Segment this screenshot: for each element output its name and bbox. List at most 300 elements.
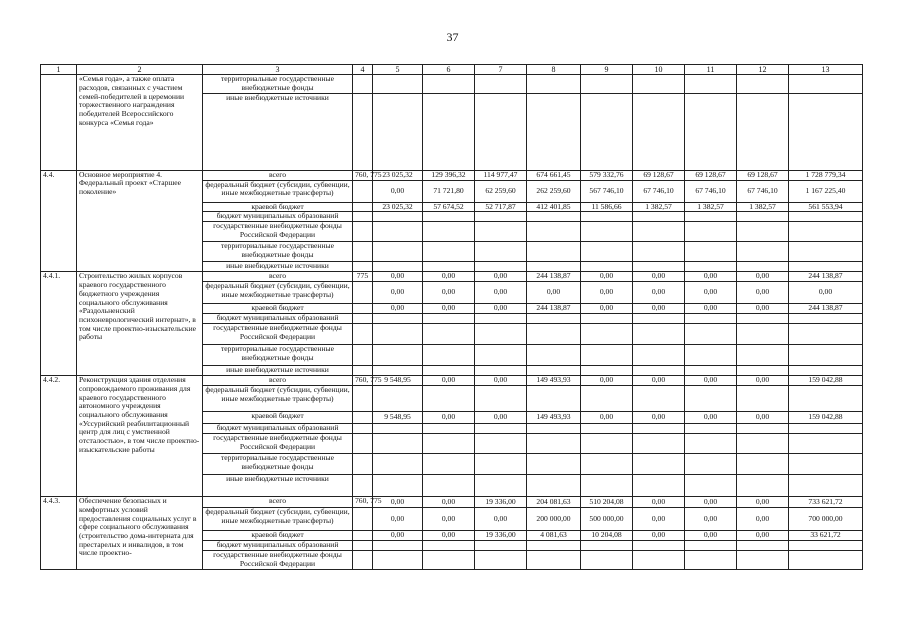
year-value: 67 746,10 — [633, 180, 685, 202]
year-value — [737, 324, 789, 345]
payer-code — [353, 180, 373, 202]
year-value: 204 081,63 — [527, 497, 581, 508]
year-value — [633, 222, 685, 242]
year-value: 0,00 — [737, 531, 789, 541]
year-value — [581, 386, 633, 412]
year-value: 0,00 — [737, 497, 789, 508]
year-value — [685, 324, 737, 345]
year-value: 500 000,00 — [581, 508, 633, 531]
year-value — [373, 262, 423, 272]
year-value — [527, 262, 581, 272]
year-value — [423, 222, 475, 242]
funding-source: краевой бюджет — [203, 304, 353, 314]
year-value — [737, 541, 789, 551]
funding-source: краевой бюджет — [203, 412, 353, 424]
funding-source: иные внебюджетные источники — [203, 93, 353, 170]
year-value: 0,00 — [423, 272, 475, 282]
year-value — [685, 314, 737, 324]
year-value — [527, 212, 581, 222]
year-value — [373, 386, 423, 412]
year-value — [527, 93, 581, 170]
funding-source: всего — [203, 376, 353, 386]
year-value — [475, 75, 527, 93]
year-value — [737, 314, 789, 324]
year-value — [423, 424, 475, 434]
year-value — [581, 475, 633, 497]
funding-source: бюджет муниципальных образований — [203, 541, 353, 551]
year-value — [373, 541, 423, 551]
year-value — [633, 475, 685, 497]
year-value: 149 493,93 — [527, 412, 581, 424]
total-value: 733 621,72 — [789, 497, 863, 508]
year-value — [633, 314, 685, 324]
year-value: 9 548,95 — [373, 412, 423, 424]
funding-source: федеральный бюджет (субсидии, субвенции, иные межбюджетные трансферты) — [203, 180, 353, 202]
payer-code — [353, 304, 373, 314]
funding-source: бюджет муниципальных образований — [203, 212, 353, 222]
year-value: 57 674,52 — [423, 202, 475, 212]
year-value — [685, 93, 737, 170]
total-value: 33 621,72 — [789, 531, 863, 541]
year-value: 1 382,57 — [737, 202, 789, 212]
funding-source: территориальные государственные внебюджетные фонды — [203, 75, 353, 93]
total-value: 0,00 — [789, 282, 863, 304]
year-value: 0,00 — [527, 282, 581, 304]
year-value — [737, 454, 789, 475]
year-value — [581, 541, 633, 551]
year-value — [581, 75, 633, 93]
col-header-3: 3 — [203, 65, 353, 75]
col-header-10: 10 — [633, 65, 685, 75]
funding-source: государственные внебюджетные фонды Российской Федерации — [203, 324, 353, 345]
total-value: 159 042,88 — [789, 412, 863, 424]
payer-code — [353, 242, 373, 262]
year-value — [373, 551, 423, 570]
year-value — [527, 324, 581, 345]
year-value — [581, 424, 633, 434]
year-value: 0,00 — [633, 508, 685, 531]
payer-code — [353, 366, 373, 376]
year-value — [373, 212, 423, 222]
year-value — [633, 75, 685, 93]
funding-source: территориальные государственные внебюджетные фонды — [203, 242, 353, 262]
col-header-12: 12 — [737, 65, 789, 75]
funding-source: федеральный бюджет (субсидии, субвенции, иные межбюджетные трансферты) — [203, 386, 353, 412]
total-value: 159 042,88 — [789, 376, 863, 386]
year-value — [373, 75, 423, 93]
year-value: 0,00 — [581, 412, 633, 424]
year-value — [475, 551, 527, 570]
year-value — [423, 386, 475, 412]
payer-code — [353, 551, 373, 570]
year-value: 579 332,76 — [581, 170, 633, 180]
year-value: 0,00 — [475, 304, 527, 314]
payer-code: 760, 775 — [353, 170, 373, 180]
year-value: 62 259,60 — [475, 180, 527, 202]
row-code: 4.4.2. — [41, 376, 77, 497]
year-value: 0,00 — [373, 508, 423, 531]
year-value — [527, 424, 581, 434]
year-value: 19 336,00 — [475, 497, 527, 508]
year-value — [373, 434, 423, 454]
payer-code — [353, 212, 373, 222]
year-value — [633, 386, 685, 412]
total-value: 244 138,87 — [789, 272, 863, 282]
year-value: 0,00 — [373, 180, 423, 202]
year-value — [685, 475, 737, 497]
year-value — [373, 454, 423, 475]
year-value: 11 586,66 — [581, 202, 633, 212]
year-value — [737, 345, 789, 366]
row-code: 4.4.1. — [41, 272, 77, 376]
col-header-11: 11 — [685, 65, 737, 75]
total-value: 561 553,94 — [789, 202, 863, 212]
payer-code — [353, 434, 373, 454]
funding-source: территориальные государственные внебюджетные фонды — [203, 345, 353, 366]
year-value — [633, 424, 685, 434]
total-value — [789, 314, 863, 324]
payer-code — [353, 282, 373, 304]
year-value: 69 128,67 — [685, 170, 737, 180]
row-code: 4.4.3. — [41, 497, 77, 570]
payer-code — [353, 222, 373, 242]
year-value: 674 661,45 — [527, 170, 581, 180]
year-value — [527, 454, 581, 475]
year-value: 0,00 — [685, 304, 737, 314]
year-value: 0,00 — [475, 282, 527, 304]
year-value — [581, 324, 633, 345]
payer-code: 760, 775 — [353, 376, 373, 386]
total-value — [789, 541, 863, 551]
payer-code — [353, 324, 373, 345]
payer-code: 775 — [353, 272, 373, 282]
payer-code — [353, 262, 373, 272]
year-value: 0,00 — [423, 497, 475, 508]
year-value: 0,00 — [685, 282, 737, 304]
table-row — [41, 170, 863, 180]
year-value — [475, 345, 527, 366]
total-value: 1 728 779,34 — [789, 170, 863, 180]
year-value: 0,00 — [685, 412, 737, 424]
year-value: 0,00 — [737, 272, 789, 282]
year-value — [527, 366, 581, 376]
year-value — [737, 434, 789, 454]
year-value — [527, 475, 581, 497]
year-value — [633, 434, 685, 454]
year-value — [373, 324, 423, 345]
year-value: 114 977,47 — [475, 170, 527, 180]
year-value — [527, 541, 581, 551]
table-row — [41, 497, 863, 508]
year-value — [475, 475, 527, 497]
year-value — [685, 262, 737, 272]
year-value — [581, 212, 633, 222]
year-value — [685, 222, 737, 242]
year-value: 0,00 — [633, 531, 685, 541]
year-value: 0,00 — [685, 531, 737, 541]
measure-name: Обеспечение безопасных и комфортных условий предоставления социальных услуг в сфере социального обслуживания (строительство дома-интерната для престарелых и инвалидов, в том числе проектно- — [77, 497, 203, 570]
year-value: 0,00 — [423, 531, 475, 541]
year-value: 0,00 — [581, 376, 633, 386]
col-header-4: 4 — [353, 65, 373, 75]
year-value — [475, 434, 527, 454]
year-value — [581, 262, 633, 272]
table-row — [41, 272, 863, 282]
year-value — [581, 242, 633, 262]
total-value — [789, 454, 863, 475]
year-value — [527, 386, 581, 412]
total-value — [789, 551, 863, 570]
year-value: 0,00 — [737, 508, 789, 531]
year-value: 567 746,10 — [581, 180, 633, 202]
year-value: 0,00 — [737, 376, 789, 386]
funding-source: государственные внебюджетные фонды Российской Федерации — [203, 551, 353, 570]
year-value — [737, 424, 789, 434]
year-value — [475, 324, 527, 345]
year-value — [685, 366, 737, 376]
payer-code — [353, 202, 373, 212]
col-header-8: 8 — [527, 65, 581, 75]
year-value: 510 204,08 — [581, 497, 633, 508]
row-code: 4.4. — [41, 170, 77, 272]
year-value — [685, 75, 737, 93]
year-value: 244 138,87 — [527, 304, 581, 314]
year-value — [633, 93, 685, 170]
year-value — [633, 242, 685, 262]
measure-name: Строительство жилых корпусов краевого государственного бюджетного учреждения социального обслуживания «Раздольненский психоневрологический интернат», в том числе проектно-изыскательские работы — [77, 272, 203, 376]
payer-code — [353, 75, 373, 93]
year-value — [633, 366, 685, 376]
year-value — [373, 475, 423, 497]
payer-code — [353, 345, 373, 366]
year-value — [423, 75, 475, 93]
year-value — [737, 93, 789, 170]
year-value — [685, 541, 737, 551]
year-value — [475, 262, 527, 272]
year-value — [475, 424, 527, 434]
year-value — [685, 345, 737, 366]
col-header-5: 5 — [373, 65, 423, 75]
year-value — [423, 93, 475, 170]
year-value: 0,00 — [581, 272, 633, 282]
funding-source: федеральный бюджет (субсидии, субвенции, иные межбюджетные трансферты) — [203, 508, 353, 531]
payer-code — [353, 531, 373, 541]
year-value — [475, 242, 527, 262]
payer-code — [353, 454, 373, 475]
funding-source: краевой бюджет — [203, 202, 353, 212]
year-value: 0,00 — [373, 531, 423, 541]
year-value: 0,00 — [373, 272, 423, 282]
year-value: 0,00 — [633, 282, 685, 304]
funding-source: иные внебюджетные источники — [203, 475, 353, 497]
payer-code: 760, 775 — [353, 497, 373, 508]
year-value: 0,00 — [423, 508, 475, 531]
year-value — [581, 345, 633, 366]
year-value: 0,00 — [737, 304, 789, 314]
year-value: 0,00 — [685, 497, 737, 508]
year-value: 0,00 — [423, 304, 475, 314]
payer-code — [353, 508, 373, 531]
year-value: 0,00 — [581, 304, 633, 314]
total-value — [789, 212, 863, 222]
funding-source: государственные внебюджетные фонды Российской Федерации — [203, 222, 353, 242]
year-value: 67 746,10 — [685, 180, 737, 202]
year-value: 0,00 — [475, 508, 527, 531]
year-value — [737, 242, 789, 262]
year-value — [475, 366, 527, 376]
year-value: 0,00 — [475, 412, 527, 424]
year-value: 0,00 — [423, 412, 475, 424]
year-value — [633, 541, 685, 551]
total-value — [789, 386, 863, 412]
funding-source: иные внебюджетные источники — [203, 262, 353, 272]
year-value: 129 396,32 — [423, 170, 475, 180]
year-value — [373, 314, 423, 324]
year-value — [527, 345, 581, 366]
year-value — [737, 222, 789, 242]
total-value — [789, 93, 863, 170]
year-value — [423, 262, 475, 272]
col-header-2: 2 — [77, 65, 203, 75]
col-header-1: 1 — [41, 65, 77, 75]
year-value — [527, 551, 581, 570]
total-value: 1 167 225,40 — [789, 180, 863, 202]
year-value: 0,00 — [373, 497, 423, 508]
year-value: 0,00 — [423, 282, 475, 304]
year-value — [581, 434, 633, 454]
total-value: 244 138,87 — [789, 304, 863, 314]
year-value: 0,00 — [373, 304, 423, 314]
funding-source: всего — [203, 272, 353, 282]
year-value — [737, 551, 789, 570]
year-value — [737, 212, 789, 222]
year-value — [581, 93, 633, 170]
year-value — [527, 242, 581, 262]
budget-table — [40, 64, 863, 570]
year-value: 0,00 — [685, 508, 737, 531]
year-value — [373, 242, 423, 262]
measure-name: «Семья года», а также оплата расходов, связанных с участием семей-победителей в церемонии торжественного награждения победителей Всероссийского конкурса «Семья года» — [77, 75, 203, 170]
year-value — [633, 454, 685, 475]
year-value — [737, 475, 789, 497]
funding-source: государственные внебюджетные фонды Российской Федерации — [203, 434, 353, 454]
year-value — [475, 541, 527, 551]
year-value: 52 717,87 — [475, 202, 527, 212]
year-value — [737, 262, 789, 272]
year-value: 69 128,67 — [633, 170, 685, 180]
year-value: 67 746,10 — [737, 180, 789, 202]
year-value: 149 493,93 — [527, 376, 581, 386]
funding-source: бюджет муниципальных образований — [203, 424, 353, 434]
year-value — [633, 551, 685, 570]
year-value — [423, 212, 475, 222]
year-value — [737, 386, 789, 412]
payer-code — [353, 541, 373, 551]
measure-name: Реконструкция здания отделения сопровождаемого проживания для краевого государственного автономного учреждения социального обслуживания «Уссурийский реабилитационный центр для лиц с умственной отсталостью», в том числе проектно-изыскательские работы — [77, 376, 203, 497]
year-value — [581, 454, 633, 475]
col-header-13: 13 — [789, 65, 863, 75]
year-value — [527, 222, 581, 242]
year-value — [737, 75, 789, 93]
year-value — [475, 212, 527, 222]
year-value — [423, 366, 475, 376]
funding-source: федеральный бюджет (субсидии, субвенции, иные межбюджетные трансферты) — [203, 282, 353, 304]
year-value — [423, 345, 475, 366]
year-value — [423, 314, 475, 324]
year-value: 262 259,60 — [527, 180, 581, 202]
col-header-7: 7 — [475, 65, 527, 75]
year-value: 19 336,00 — [475, 531, 527, 541]
total-value — [789, 434, 863, 454]
year-value: 1 382,57 — [685, 202, 737, 212]
funding-source: иные внебюджетные источники — [203, 366, 353, 376]
table-row — [41, 376, 863, 386]
table-body — [41, 75, 863, 570]
total-value — [789, 262, 863, 272]
payer-code — [353, 412, 373, 424]
year-value — [581, 551, 633, 570]
year-value: 0,00 — [633, 304, 685, 314]
year-value — [373, 366, 423, 376]
year-value: 0,00 — [633, 376, 685, 386]
year-value: 244 138,87 — [527, 272, 581, 282]
year-value: 0,00 — [737, 412, 789, 424]
year-value — [685, 424, 737, 434]
total-value — [789, 75, 863, 93]
year-value: 0,00 — [633, 272, 685, 282]
year-value — [737, 366, 789, 376]
table-row — [41, 75, 863, 93]
funding-source: краевой бюджет — [203, 531, 353, 541]
year-value: 0,00 — [423, 376, 475, 386]
year-value — [373, 93, 423, 170]
total-value — [789, 424, 863, 434]
year-value — [373, 424, 423, 434]
year-value — [475, 386, 527, 412]
year-value: 0,00 — [475, 272, 527, 282]
year-value — [527, 75, 581, 93]
total-value — [789, 475, 863, 497]
year-value — [685, 454, 737, 475]
year-value: 0,00 — [373, 282, 423, 304]
year-value — [581, 314, 633, 324]
payer-code — [353, 424, 373, 434]
year-value — [475, 222, 527, 242]
measure-name: Основное мероприятие 4. Федеральный проект «Старшее поколение» — [77, 170, 203, 272]
payer-code — [353, 386, 373, 412]
total-value — [789, 345, 863, 366]
year-value — [685, 242, 737, 262]
payer-code — [353, 475, 373, 497]
year-value — [633, 345, 685, 366]
year-value — [475, 314, 527, 324]
year-value — [423, 541, 475, 551]
funding-source: всего — [203, 170, 353, 180]
col-header-9: 9 — [581, 65, 633, 75]
total-value: 700 000,00 — [789, 508, 863, 531]
year-value — [633, 324, 685, 345]
year-value: 0,00 — [685, 272, 737, 282]
col-header-6: 6 — [423, 65, 475, 75]
year-value — [423, 434, 475, 454]
year-value: 1 382,57 — [633, 202, 685, 212]
year-value — [685, 434, 737, 454]
year-value: 4 081,63 — [527, 531, 581, 541]
year-value — [475, 93, 527, 170]
year-value: 0,00 — [737, 282, 789, 304]
funding-source: территориальные государственные внебюджетные фонды — [203, 454, 353, 475]
year-value — [685, 551, 737, 570]
